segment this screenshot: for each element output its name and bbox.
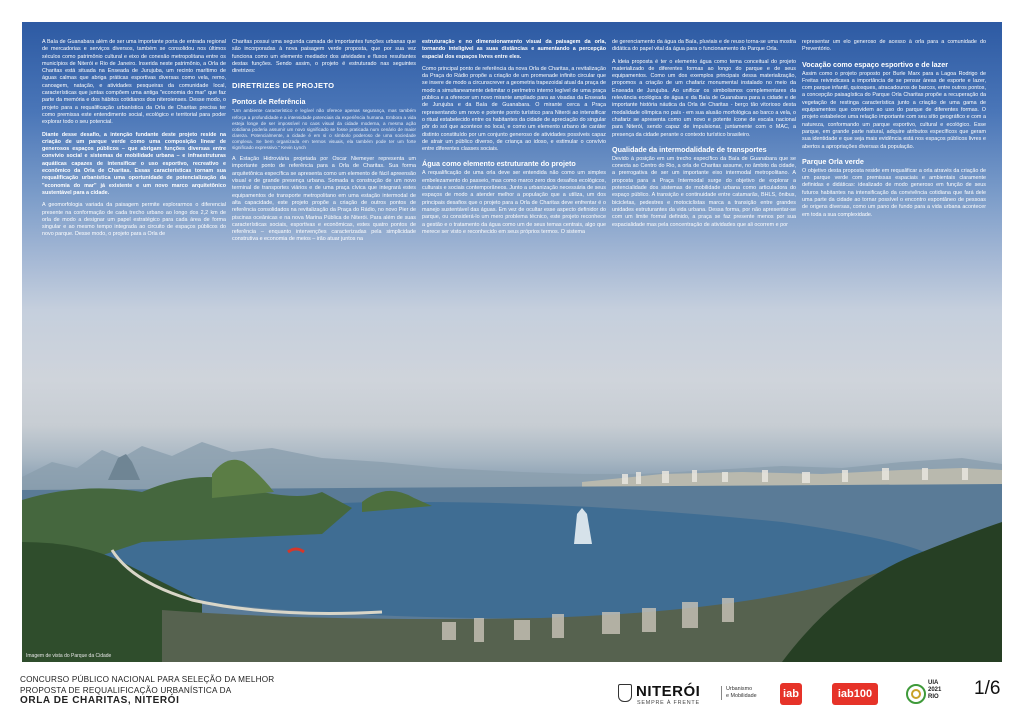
department-line-1: Urbanismo bbox=[726, 686, 753, 692]
subsection-title: Vocação como espaço esportivo e de lazer bbox=[802, 59, 949, 69]
paragraph: Assim como o projeto proposto por Burle Marx para a Lagoa Rodrigo de Freitas reivindicava a importância de se pensar áreas de esporte e lazer, com parque infantil, quiosques, atracadouros de barcos, entre outros pontos, a concepção paisagística do Parque Orla Charitas propõe a recuperação da vegetação de restinga característica junto a criação de uma gama de equipamentos que convidem ao uso do parque de diferentes formas. O projeto estabelece uma relação importante com seu sítio geográfico e com a natureza, conformando um parque esportivo, cultural e ecológico. Esse parque, em grande parte natural, adquire atributos específicos que geram sua identidade e que seja mais evidência está nos espaços públicos livres e abertos a apropriações diversas da população. bbox=[802, 70, 986, 150]
paragraph: de gerenciamento da água da Baía, pluviais e de reuso torna-se uma mostra didática do papel vital da água para o funcionamento do Parque Orla. bbox=[612, 39, 796, 53]
uia-2021-logo bbox=[906, 680, 952, 710]
uia-text bbox=[928, 680, 941, 701]
text-column-5 bbox=[802, 39, 986, 224]
paragraph: A requalificação de uma orla deve ser entendida não como um simples embelezamento do passeio, mas como marco zero dos desafios ecológicos, culturais e sociais contemporâneos. Junto a urbanização necessária de seus espaços de modo a atender melhor a população que a utiliza, um dos principais desafios que o projeto para a Orla de Charitas deve enfrentar é o manejo sustentável das águas. Em vez de ocultar esse aspecto definidor do parque, ou considerá-lo um mero problema técnico, este projeto reconhece a gestão e o tratamento da água como um de seus temas centrais, algo que merece ser visto e reconhecido em seus próprios termos. O sistema bbox=[422, 170, 606, 235]
title-line-3: ORLA DE CHARITAS, NITERÓI bbox=[20, 695, 180, 706]
paragraph: Devido à posição em um trecho específico da Baía de Guanabara que se conecta ao Centro do Rio, a orla de Charitas assume, no âmbito da cidade, a prerrogativa de ser um importante eixo intermodal metropolitano. A proposta para a Praça Intermodal surge do objetivo de explorar a potencialidade dos sistemas de mobilidade urbana como articuladora do espaço público. A transição e continuidade entre catamarãs, BHLS, ônibus, bicicletas, pedestres e motociclistas marca a transição entre grandes unidades estruturantes da vida urbana. Dessa forma, por não apresentar-se com um limite formal definido, a praça se faz presente menos por sua espacialidade mas pela concentração de atividades que ali ocorrem e por bbox=[612, 155, 796, 228]
uia-line-1: UIA bbox=[928, 680, 939, 686]
paragraph: Como principal ponto de referência da nova Orla de Charitas, a revitalização da Praça do Rádio propõe a criação de um promenade infinito circular que se insere de modo a circunscrever a geometria trapezoidal atual da praça de modo a simultaneamente delimitar o perímetro interno legível de uma praça pública e a oferecer um novo mirante ampliado para as visadas da Enseada de Jurujuba e da Baía de Guanabara. O mirante cerca a Praça representando um novo e potente ponto turístico para Niterói ao intensificar o ritual estabelecido entre os habitantes da cidade de apreciação do singular pôr do sol que acontece no local, e como um elemento urbano de caráter distinto constituído por um conjunto generoso de atividades possíveis capaz de atrair um público diverso, de criança ao idoso, e estimular o convívio entre diferentes classes sociais. bbox=[422, 65, 606, 153]
brand-slogan: SEMPRE À FRENTE bbox=[637, 700, 700, 706]
paragraph: O objetivo desta proposta reside em requalificar a orla através da criação de um parque verde com premissas espaciais e ambientais claramente definidas e didáticas: idealizado de modo generoso em função de seus futuros habitantes na intensificação da convivência cotidiana que fará dele uma parte da cidade ao tornar possível o encontro espontâneo de pessoas de origens diversas, como um pano de fundo para a vida urbana acontecer em toda a sua complexidade. bbox=[802, 167, 986, 218]
photo-caption: Imagem de vista do Parque da Cidade bbox=[26, 653, 112, 659]
paragraph: A geomorfologia variada da paisagem permite explorarmos o diferencial presente na conformação de cada trecho urbano ao longo dos 2,2 km de orla de modo a designar um papel estratégico para cada área de forma singular e ao mesmo tempo integrada ao circuito de espaços públicos do novo parque. Desse modo, o projeto para a Orla de bbox=[42, 202, 226, 238]
subsection-title: Qualidade da intermodalidade de transportes bbox=[612, 144, 767, 154]
footer bbox=[0, 662, 1024, 724]
text-column-3 bbox=[422, 39, 606, 241]
presentation-board bbox=[22, 22, 1002, 662]
text-column-4 bbox=[612, 39, 796, 234]
department-line-2: e Mobilidade bbox=[726, 693, 757, 699]
iab-logo: iab bbox=[780, 683, 802, 705]
crest-icon bbox=[618, 684, 632, 702]
subsection-title: Parque Orla verde bbox=[802, 156, 864, 166]
paragraph-bold: estruturação e no dimensionamento visual da paisagem da orla, tornando inteligível as suas distâncias e aumentando a percepção espacial dos espaços livres entre eles. bbox=[422, 39, 606, 60]
section-title: DIRETRIZES DE PROJETO bbox=[232, 81, 335, 91]
subsection-title: Pontos de Referência bbox=[232, 97, 306, 107]
paragraph: A Baía de Guanabara além de ser uma importante porta de entrada regional de mercadorias e serviços diversos, também se consolidou nos últimos séculos como patrimônio cultural e eixo de conexão metropolitana entre os municípios de Niterói e Rio de Janeiro. Inserida neste patrimônio, a Orla de Charitas está situada na Enseada de Jurujuba, um recinto marítimo de águas calmas que abriga práticas esportivas diversas como vela, remo, canoagem, natação, e atividades pesqueiras da comunidade local, características que juntas compõem uma antiga "economia do mar" que faz parte da memória e dos hábitos cotidianos dos niteroienses. Desse modo, o projeto para a requalificação urbanística da Orla de Charitas precisa ter como premissa este entendimento social, ecológico e territorial para poder explorar todo o seu potencial. bbox=[42, 39, 226, 126]
paragraph-bold: Diante desse desafio, a intenção fundante deste projeto reside na criação de um parque verde como uma composição linear de generosos espaços públicos – que abrigam funções diversas entre convívio social e sistemas de mobilidade urbana – e infraestruturas aquáticas capazes de intensificar o uso esportivo, recreativo e econômico da Orla de Charitas. Essas características tornam sua requalificação urbanística uma oportunidade de potencialização da "economia do mar" já existente e um novo marco arquitetônico sustentável para a cidade. bbox=[42, 131, 226, 196]
paragraph: A Estação Hidroviária projetada por Oscar Niemeyer representa um importante ponto de referência para a Orla de Charitas. Sua forma arquitetônica específica se apresenta como um elemento de fácil apreensão visual e de grande presença urbana. Somada a construção de um novo terminal de transportes viários e de uma praça cívica que integrará estes equipamentos de transporte metropolitano em uma estação intermodal de alta capacidade, este projeto propõe a criação de outros pontos de referência consolidados na revitalização da Praça do Rádio, no novo Pier de piscinas oceânicas e na nova Marina Pública de Niterói. Para além de suas características sociais, esportivas e econômicas, estes quatro pontos de referência – enquanto intervenções caracterizadas pela simplicidade construtiva e economia de meios – irão atuar juntos na bbox=[232, 156, 416, 243]
title-line-2: PROPOSTA DE REQUALIFICAÇÃO URBANÍSTICA DA bbox=[20, 685, 232, 695]
uia-line-2: 2021 bbox=[928, 687, 942, 693]
brand-word: NITERÓI bbox=[636, 683, 701, 700]
uia-line-3: RIO bbox=[928, 694, 939, 700]
text-column-2 bbox=[232, 39, 416, 249]
uia-ring-icon bbox=[906, 684, 926, 704]
quote: "Um ambiente característico e legível não oferece apenas segurança, mas também reforça a profundidade e a intensidade potenciais da experiência humana. Embora a vida esteja longe de ser impossível no caos visual da cidade moderna, a mesma ação cotidiana poderia assumir um novo significado se fosse praticada num cenário de maior clareza. Potencialmente, a cidade é em si o símbolo poderoso de uma sociedade complexa. Se bem organizada em termos visuais, ela também pode ter um forte significado expressivo." Kevin Lynch bbox=[232, 108, 416, 151]
text-columns bbox=[22, 22, 1002, 342]
competition-title bbox=[20, 675, 274, 707]
subsection-title: Água como elemento estruturante do projeto bbox=[422, 159, 576, 169]
page-number: 1/6 bbox=[974, 678, 1001, 699]
brand-department bbox=[721, 686, 757, 700]
iab100-logo: iab100 bbox=[832, 683, 878, 705]
title-line-1: CONCURSO PÚBLICO NACIONAL PARA SELEÇÃO DA MELHOR bbox=[20, 675, 275, 684]
paragraph: Charitas possui uma segunda camada de importantes funções urbanas que são incorporadas à nova paisagem verde proposta, que por sua vez funciona como um elemento mediador dos atividades e fluxos resultantes destas funções. Sendo assim, o projeto é estruturado nas seguintes diretrizes: bbox=[232, 39, 416, 75]
paragraph: representar um elo generoso de acesso à orla para a comunidade do Preventório. bbox=[802, 39, 986, 53]
paragraph: A ideia proposta é ter o elemento água como tema conceitual do projeto materializado de diferentes formas ao longo do parque e de seus equipamentos. Como um dos exemplos principais dessa materialização, propomos a criação de um chafariz monumental instalado no meio da Enseada de Jurujuba. Ao unificar os simbolismos complementares da relevância ecológica de água e da Baía de Guanabara para a cidade e de importante história náutica da Orla de Charitas - berço tão vitorioso desta modalidade olímpica no país - em sua alusão morfológica ao barco a vela, o chafariz se apresenta como um novo e potente ícone de escala nacional para Niterói, sendo capaz de impulsionar, juntamente com o MAC, a presença da cidade perante o contexto turístico brasileiro. bbox=[612, 58, 796, 138]
text-column-1 bbox=[42, 39, 226, 244]
